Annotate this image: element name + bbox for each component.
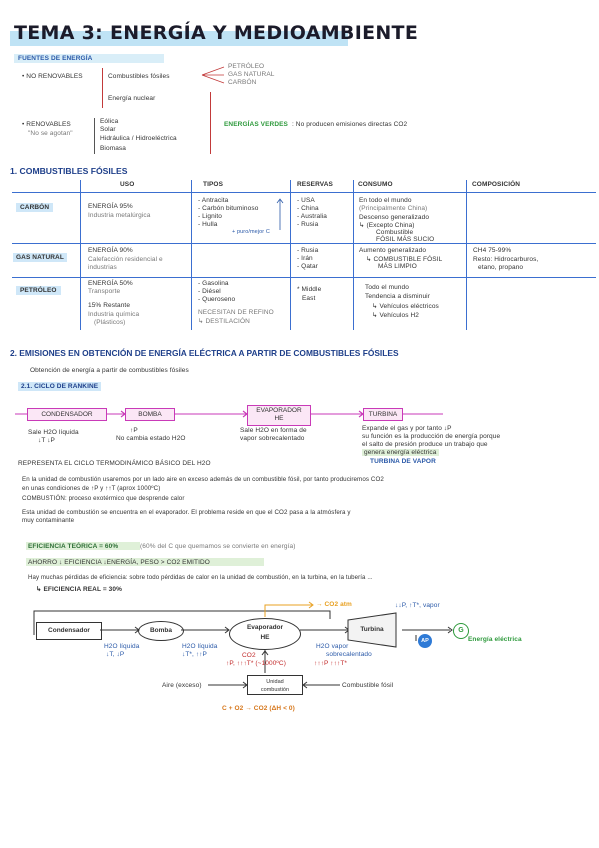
cell-text: Todo el mundo: [365, 284, 409, 291]
table-line: [12, 277, 596, 278]
reaccion-label: C + O2 → CO2 (ΔH < 0): [222, 705, 295, 712]
col-tipos: TIPOS: [203, 181, 224, 188]
diagram-note: ↓T, ↓P: [106, 651, 125, 658]
rankine-subheading: 2.1. CICLO DE RANKINE: [18, 382, 101, 391]
verdes-text: : No producen emisiones directas CO2: [292, 121, 408, 128]
page-title: TEMA 3: ENERGÍA Y MEDIOAMBIENTE: [14, 22, 419, 44]
cell-text: (Plásticos): [94, 319, 126, 326]
rankine-note: ↑P: [130, 427, 138, 434]
gas-item: GAS NATURAL: [228, 71, 275, 78]
verdes-label: ENERGÍAS VERDES: [224, 121, 288, 128]
cell-text: - Irán: [297, 255, 313, 262]
cell-text: East: [302, 295, 316, 302]
cell-text: ↳ Vehículos eléctricos: [372, 303, 439, 310]
combustible-label: Combustible fósil: [342, 682, 394, 689]
represents-text: REPRESENTA EL CICLO TERMODINÁMICO BÁSICO DEL H2O: [18, 460, 211, 467]
section2-heading: 2. EMISIONES EN OBTENCIÓN DE ENERGÍA ELÉCTRICA A PARTIR DE COMBUSTIBLES FÓSILES: [10, 348, 399, 358]
cell-text: ENERGÍA 90%: [88, 247, 133, 254]
solar-item: Solar: [100, 126, 116, 133]
cell-text: Transporte: [88, 288, 121, 295]
rankine-note: vapor sobrecalentado: [240, 435, 305, 442]
cell-text: CH4 75-99%: [473, 247, 512, 254]
para1-line: en unas condiciones de ↑P y ↑↑T (aprox 1000ºC): [22, 485, 161, 492]
cell-text: NECESITAN DE REFINO: [198, 309, 274, 316]
cell-text: ↳ Vehículos H2: [372, 312, 419, 319]
node-unidad-combustion: Unidad combustión: [247, 675, 303, 695]
diagram-note: sobrecalentado: [326, 651, 372, 658]
petroleo-item: PETRÓLEO: [228, 63, 265, 70]
vapor-top-label: ↓↓P, ↑T*, vapor: [395, 602, 440, 609]
col-consumo: CONSUMO: [358, 181, 393, 188]
eficiencia-teorica: EFICIENCIA TEÓRICA = 60%: [28, 543, 119, 550]
cell-text: Resto: Hidrocarburos,: [473, 256, 539, 263]
co2-atm-label: → CO2 atm: [316, 601, 352, 608]
col-reservas: RESERVAS: [297, 181, 333, 188]
table-line: [466, 180, 467, 330]
cell-text: Calefacción residencial e: [88, 256, 163, 263]
rankine-note: Sale H2O en forma de: [240, 427, 307, 434]
cell-text: - Qatar: [297, 263, 318, 270]
cell-text: - Rusia: [297, 247, 319, 254]
cell-text: - Queroseno: [198, 296, 236, 303]
table-line: [12, 192, 596, 193]
node-condensador: Condensador: [36, 622, 102, 640]
cell-text: - Australia: [297, 213, 328, 220]
rankine-note: Expande el gas y por tanto ↓P: [362, 425, 452, 432]
node-turbina: Turbina: [360, 626, 384, 633]
col-uso: USO: [120, 181, 135, 188]
row-label-petroleo: PETRÓLEO: [16, 286, 61, 295]
para2-line: Esta unidad de combustión se encuentra en el evaporador. El problema reside en que el CO2 pasa a la atmósfera y: [22, 509, 351, 516]
table-line: [12, 243, 596, 244]
cell-text: * Middle: [297, 286, 322, 293]
cell-text: MÁS LIMPIO: [378, 263, 417, 270]
turbina-vapor: TURBINA DE VAPOR: [370, 458, 436, 465]
cell-text: ↳ COMBUSTIBLE FÓSIL: [366, 256, 443, 263]
rankine-note: su función es la producción de energía porque: [362, 433, 501, 440]
cell-text: Industria química: [88, 311, 140, 318]
rankine-note: Sale H2O líquida: [28, 429, 79, 436]
cell-text: - Rusia: [297, 221, 319, 228]
renovables-bracket: [94, 118, 95, 154]
generator-icon: G: [453, 623, 469, 639]
diagram-note: ↓T*, ↑↑P: [182, 651, 207, 658]
diagram-note: ↑P, ↑↑↑T* (~1000ºC): [226, 660, 286, 667]
no-renovables-bracket: [102, 68, 103, 108]
section1-heading: 1. COMBUSTIBLES FÓSILES: [10, 166, 128, 176]
cell-text: - USA: [297, 197, 315, 204]
renovables-label: • RENOVABLES: [22, 121, 71, 128]
box-bomba: BOMBA: [125, 408, 175, 421]
section2-intro: Obtención de energía a partir de combustibles fósiles: [30, 367, 189, 374]
ahorro-text: AHORRO ↓ EFICIENCIA ↓ENERGÍA, PESO > CO2 EMITIDO: [28, 559, 210, 566]
purity-arrow: [276, 198, 284, 232]
rankine-note: ↓T ↓P: [38, 437, 55, 444]
verdes-divider: [210, 92, 211, 154]
cell-text: - China: [297, 205, 319, 212]
rankine-note: el salto de presión produce un trabajo que: [362, 441, 488, 448]
cell-text: ↳ DESTILACIÓN: [198, 318, 250, 325]
combustibles-fosiles: Combustibles fósiles: [108, 73, 170, 80]
cell-text: Descenso generalizado: [359, 214, 430, 221]
row-label-carbon: CARBÓN: [16, 203, 53, 212]
aire-exceso-label: Aire (exceso): [162, 682, 202, 689]
cell-text: En todo el mundo: [359, 197, 412, 204]
cell-text: Tendencia a disminuir: [365, 293, 430, 300]
row-label-gas: GAS NATURAL: [13, 253, 67, 262]
fuentes-arrows: [200, 64, 228, 86]
cell-text: - Lignito: [198, 213, 223, 220]
no-renovables-label: • NO RENOVABLES: [22, 73, 83, 80]
cell-text: ↳ (Excepto China): [359, 222, 415, 229]
cell-text: ENERGÍA 50%: [88, 280, 133, 287]
carbon-item: CARBÓN: [228, 79, 257, 86]
cell-text: ENERGÍA 95%: [88, 203, 133, 210]
table-line: [191, 180, 192, 330]
cell-text: - Hulla: [198, 221, 218, 228]
rankine-diagram-lines: [0, 595, 599, 720]
no-se-agotan: "No se agotan": [28, 130, 73, 137]
diagram-note: ↑↑↑P ↑↑↑T*: [314, 660, 348, 667]
cell-text: industrias: [88, 264, 117, 271]
diagram-note: H2O vapor: [316, 643, 349, 650]
biomasa-item: Biomasa: [100, 145, 126, 152]
cell-text: Aumento generalizado: [359, 247, 427, 254]
table-line: [353, 180, 354, 330]
energia-electrica-label: Energía eléctrica: [468, 636, 522, 643]
box-evaporador: EVAPORADOR HE: [247, 405, 311, 426]
node-evaporador: Evaporador HE: [229, 618, 301, 650]
para1-line: En la unidad de combustión usaremos por un lado aire en exceso además de un combustible fósil, por tanto produciremos CO2: [22, 476, 384, 483]
fuentes-heading: FUENTES DE ENERGÍA: [18, 55, 93, 62]
ap-badge: AP: [418, 634, 432, 648]
perdidas-text: Hay muchas pérdidas de eficiencia: sobre todo pérdidas de calor en la unidad de combustión, en la turbina, en la tubería ...: [28, 574, 373, 581]
cell-text: FÓSIL MÁS SUCIO: [376, 236, 435, 243]
cell-text: - Carbón bituminoso: [198, 205, 259, 212]
cell-text: + puro/mejor C: [232, 229, 270, 235]
hidraulica-item: Hidráulica / Hidroeléctrica: [100, 135, 177, 142]
energia-nuclear: Energía nuclear: [108, 95, 156, 102]
cell-text: etano, propano: [478, 264, 524, 271]
rankine-note: genera energía eléctrica: [364, 449, 437, 456]
cell-text: - Antracita: [198, 197, 229, 204]
node-bomba: Bomba: [138, 621, 184, 641]
cell-text: (Principalmente China): [359, 205, 428, 212]
cell-text: Industria metalúrgica: [88, 212, 151, 219]
rankine-note: No cambia estado H2O: [116, 435, 186, 442]
box-condensador: CONDENSADOR: [27, 408, 107, 421]
diagram-note: H2O líquida: [104, 643, 140, 650]
eficiencia-real: ↳ EFICIENCIA REAL = 30%: [36, 586, 122, 593]
cell-text: Combustible: [376, 229, 414, 236]
diagram-note: CO2: [242, 652, 256, 659]
table-line: [290, 180, 291, 330]
cell-text: 15% Restante: [88, 302, 131, 309]
diagram-note: H2O líquida: [182, 643, 218, 650]
cell-text: - Diésel: [198, 288, 221, 295]
eolica-item: Eólica: [100, 118, 119, 125]
box-turbina: TURBINA: [363, 408, 403, 421]
combustion-def: COMBUSTIÓN: proceso exotérmico que desprende calor: [22, 495, 185, 502]
eficiencia-note: (60% del C que quemamos se convierte en energía): [140, 543, 296, 550]
cell-text: - Gasolina: [198, 280, 229, 287]
table-line: [80, 180, 81, 330]
col-composicion: COMPOSICIÓN: [472, 181, 521, 188]
para2-line: muy contaminante: [22, 517, 75, 524]
